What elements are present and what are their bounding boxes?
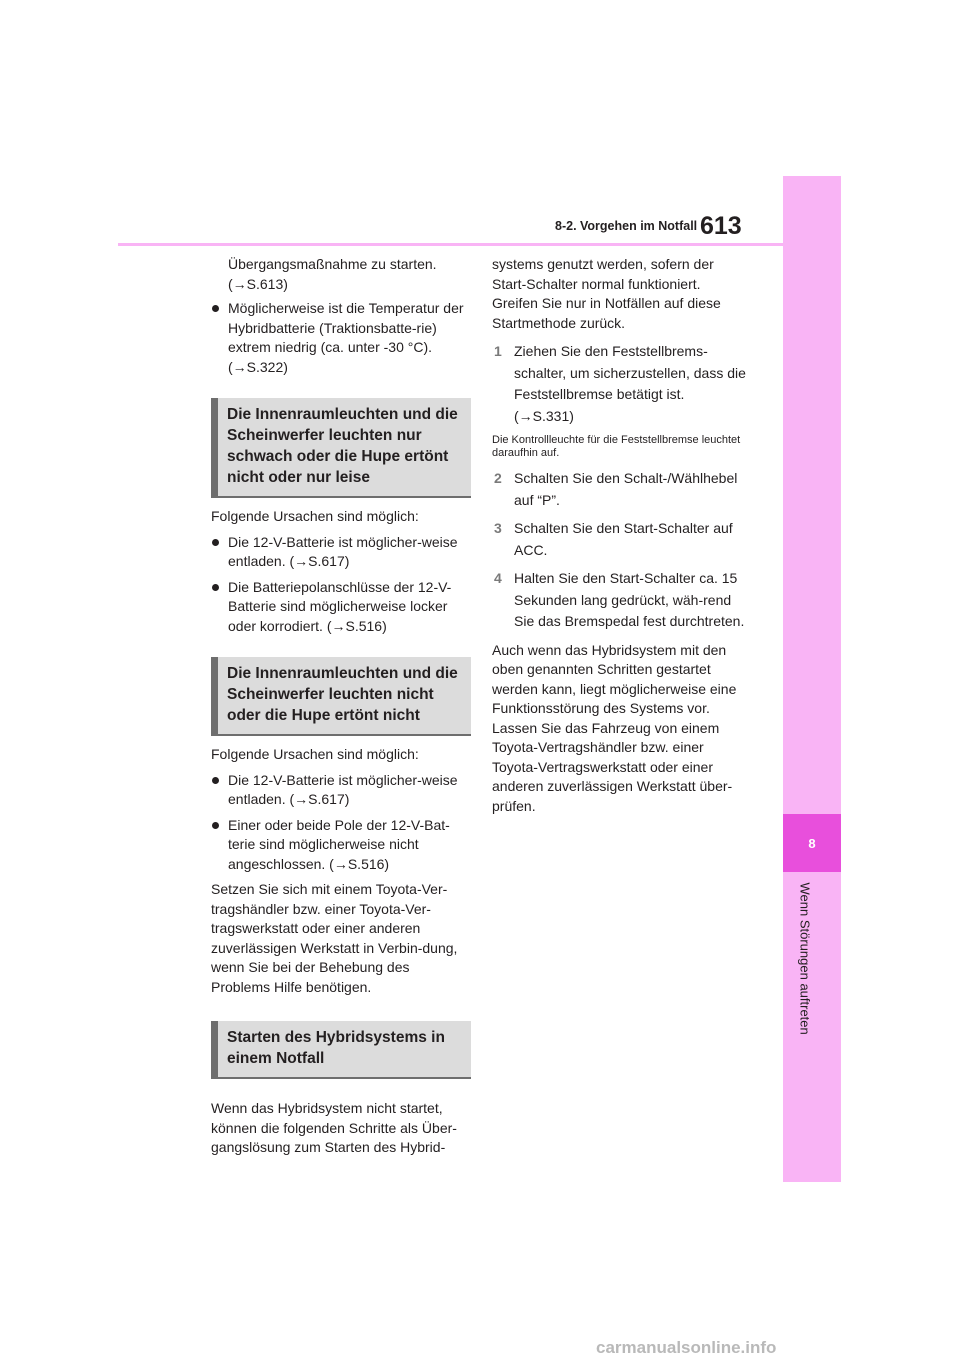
emergency-intro: Wenn das Hybridsystem nicht startet, können die folgenden Schritte als Über-gangslösung zum Starten des Hybrid-	[211, 1100, 457, 1155]
causes-intro: Folgende Ursachen sind möglich:	[211, 746, 419, 762]
header-rule	[118, 243, 783, 246]
step-number: 4	[494, 570, 502, 586]
watermark: carmanualsonline.info	[596, 1338, 777, 1357]
right-column	[492, 255, 748, 816]
closing-paragraph: Auch wenn das Hybridsystem mit den oben genannten Schritten gestartet werden kann, liegt möglicherweise eine Funktionsstörung des Systems vor. Lassen Sie das Fahrzeug von einem Toyota-Vertragshändler bzw. einer Toyota-Vertragswerkstatt oder einer anderen zuverlässigen Werkstatt über-prüfen.	[492, 641, 737, 814]
intro-continued: systems genutzt werden, sofern der Start-Schalter normal funktioniert. Greifen Sie nur in Notfällen auf diese Startmethode zurück.	[492, 256, 721, 331]
heading-no-lights: Die Innenraumleuchten und die Scheinwerfer leuchten nicht oder die Hupe ertönt nicht	[211, 657, 471, 736]
step-1	[492, 341, 748, 427]
left-column	[211, 255, 471, 1158]
continued-text: Übergangsmaßnahme zu starten.	[228, 256, 437, 272]
causes-intro: Folgende Ursachen sind möglich:	[211, 508, 419, 524]
chapter-title: Wenn Störungen auftreten	[797, 882, 813, 1035]
bullet-temperature: Möglicherweise ist die Temperatur der Hybridbatterie (Traktionsbatte-rie) extrem niedrig (ca. unter -30 °C). (→S.322)	[211, 299, 471, 377]
heading-emergency-start: Starten des Hybridsystems in einem Notfall	[211, 1021, 471, 1079]
step-4	[492, 568, 748, 633]
section-title: 8-2. Vorgehen im Notfall	[555, 219, 698, 233]
page-number: 613	[700, 212, 742, 240]
step-text: Schalten Sie den Schalt-/Wählhebel auf “P”.	[514, 470, 738, 508]
heading-dim-lights: Die Innenraumleuchten und die Scheinwerfer leuchten nur schwach oder die Hupe ertönt nicht oder nur leise	[211, 398, 471, 498]
step-1-note: Die Kontrollleuchte für die Feststellbremse leuchtet daraufhin auf.	[492, 434, 741, 459]
cause-poles-disconnected: Einer oder beide Pole der 12-V-Bat-terie sind möglicherweise nicht angeschlossen. (→S.516)	[211, 816, 471, 875]
step-3	[492, 518, 748, 561]
cause-battery-discharged: Die 12-V-Batterie ist möglicher-weise entladen. (→S.617)	[211, 771, 471, 810]
chapter-number-tab: 8	[783, 814, 841, 872]
step-text: Ziehen Sie den Feststellbrems-schalter, um sicherzustellen, dass die Feststellbremse betätigt ist. (→S.331)	[514, 343, 746, 424]
step-text: Schalten Sie den Start-Schalter auf ACC.	[514, 520, 733, 558]
cause-terminals-loose: Die Batteriepolanschlüsse der 12-V-Batterie sind möglicherweise locker oder korrodiert. (→S.516)	[211, 578, 471, 637]
step-2	[492, 468, 748, 511]
step-number: 1	[494, 343, 502, 359]
continued-ref: (→S.613)	[228, 275, 288, 292]
step-text: Halten Sie den Start-Schalter ca. 15 Sekunden lang gedrückt, wäh-rend Sie das Bremspedal fest durchtreten.	[514, 570, 745, 629]
step-number: 2	[494, 470, 502, 486]
step-number: 3	[494, 520, 502, 536]
cause-battery-discharged: Die 12-V-Batterie ist möglicher-weise entladen. (→S.617)	[211, 533, 471, 572]
contact-dealer-paragraph: Setzen Sie sich mit einem Toyota-Ver-tragshändler bzw. einer Toyota-Ver-tragswerkstatt oder einer anderen zuverlässigen Werkstatt in Verbin-dung, wenn Sie bei der Behebung des Problems Hilfe benötigen.	[211, 881, 458, 995]
